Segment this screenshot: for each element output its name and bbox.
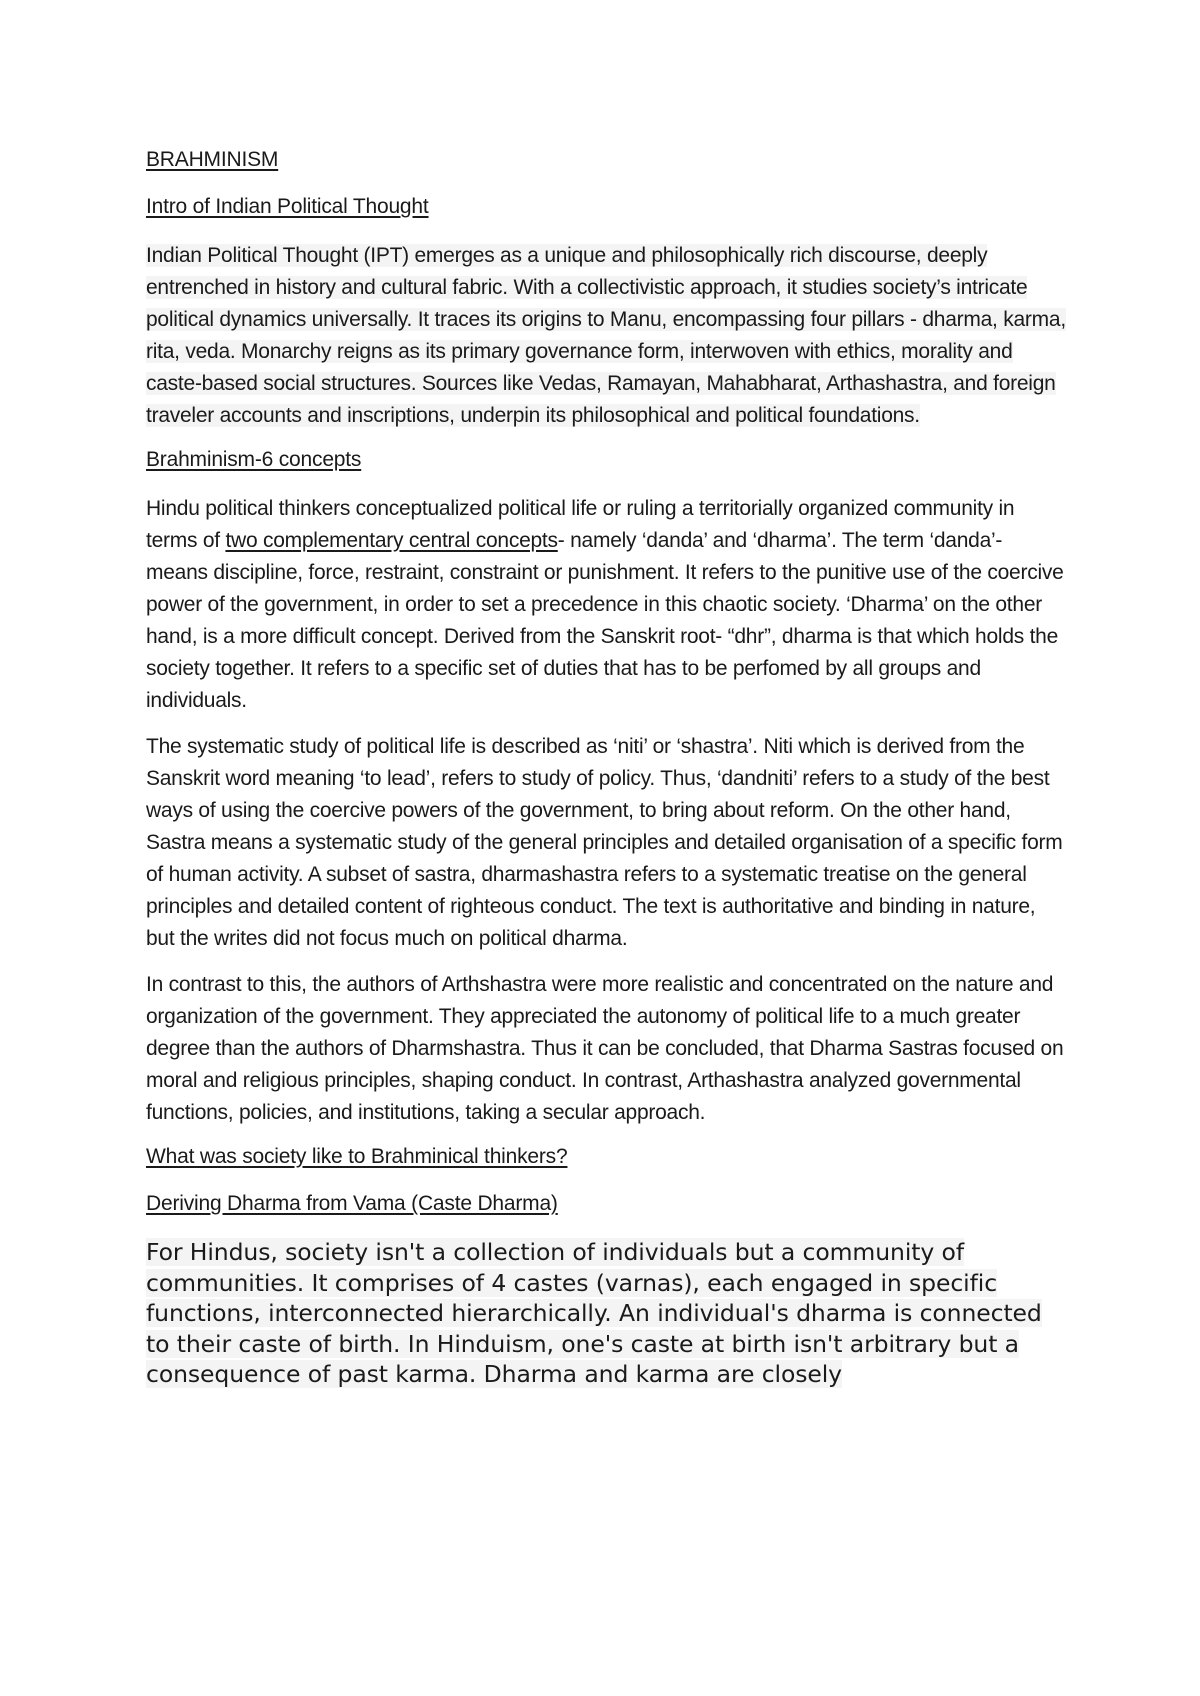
concepts-paragraph-1 bbox=[146, 493, 1066, 717]
concepts-paragraph-2: The systematic study of political life is described as ‘niti’ or ‘shastra’. Niti which is derived from the Sanskrit word meaning ‘to lead’, refers to study of policy. Thus, ‘dandniti’ refers to a study of the best ways of using the coercive powers of the government, to bring about reform. On the other hand, Sastra means a systematic study of the general principles and detailed organisation of a specific form of human activity. A subset of sastra, dharmashastra refers to a systematic treatise on the general principles and detailed content of righteous conduct. The text is authoritative and binding in nature, but the writes did not focus much on political dharma. bbox=[146, 735, 1063, 950]
section-heading-caste-dharma: Deriving Dharma from Vama (Caste Dharma) bbox=[146, 1192, 558, 1215]
concepts-p1-start: Hindu political thinkers conceptualized political life or ruling a territorially organized community in terms of bbox=[146, 497, 1015, 552]
intro-paragraph bbox=[146, 240, 1066, 432]
concepts-paragraph-3: In contrast to this, the authors of Arthshastra were more realistic and concentrated on the nature and organization of the government. They appreciated the autonomy of political life to a much greater degree than the authors of Dharmshastra. Thus it can be concluded, that Dharma Sastras focused on moral and religious principles, shaping conduct. In contrast, Arthashastra analyzed governmental functions, policies, and institutions, taking a secular approach. bbox=[146, 973, 1064, 1124]
section-heading-society: What was society like to Brahminical thinkers? bbox=[146, 1145, 568, 1168]
caste-dharma-paragraph bbox=[146, 1237, 1066, 1390]
section-heading-intro: Intro of Indian Political Thought bbox=[146, 195, 429, 218]
section-heading-concepts: Brahminism-6 concepts bbox=[146, 448, 362, 471]
concepts-p1-end: - namely ‘danda’ and ‘dharma’. The term ‘danda’- means discipline, force, restraint, constraint or punishment. It refers to the punitive use of the coercive power of the government, in order to set a precedence in this chaotic society. ‘Dharma’ on the other hand, is a more difficult concept. Derived from the Sanskrit root- “dhr”, dharma is that which holds the society together. It refers to a specific set of duties that has to be perfomed by all groups and individuals. bbox=[146, 529, 1064, 712]
caste-dharma-paragraph-text: For Hindus, society isn't a collection of individuals but a community of communities. It comprises of 4 castes (varnas), each engaged in specific functions, interconnected hierarchically. An individual's dharma is connected to their caste of birth. In Hinduism, one's caste at birth isn't arbitrary but a consequence of past karma. Dharma and karma are closely bbox=[146, 1238, 1042, 1388]
document-body bbox=[146, 146, 1066, 1390]
concepts-p1-underlined: two complementary central concepts bbox=[225, 529, 558, 552]
intro-paragraph-text: Indian Political Thought (IPT) emerges as a unique and philosophically rich discourse, deeply entrenched in history and cultural fabric. With a collectivistic approach, it studies society’s intricate political dynamics universally. It traces its origins to Manu, encompassing four pillars - dharma, karma, rita, veda. Monarchy reigns as its primary governance form, interwoven with ethics, morality and caste-based social structures. Sources like Vedas, Ramayan, Mahabharat, Arthashastra, and foreign traveler accounts and inscriptions, underpin its philosophical and political foundations. bbox=[146, 244, 1066, 427]
document-title: BRAHMINISM bbox=[146, 148, 279, 171]
